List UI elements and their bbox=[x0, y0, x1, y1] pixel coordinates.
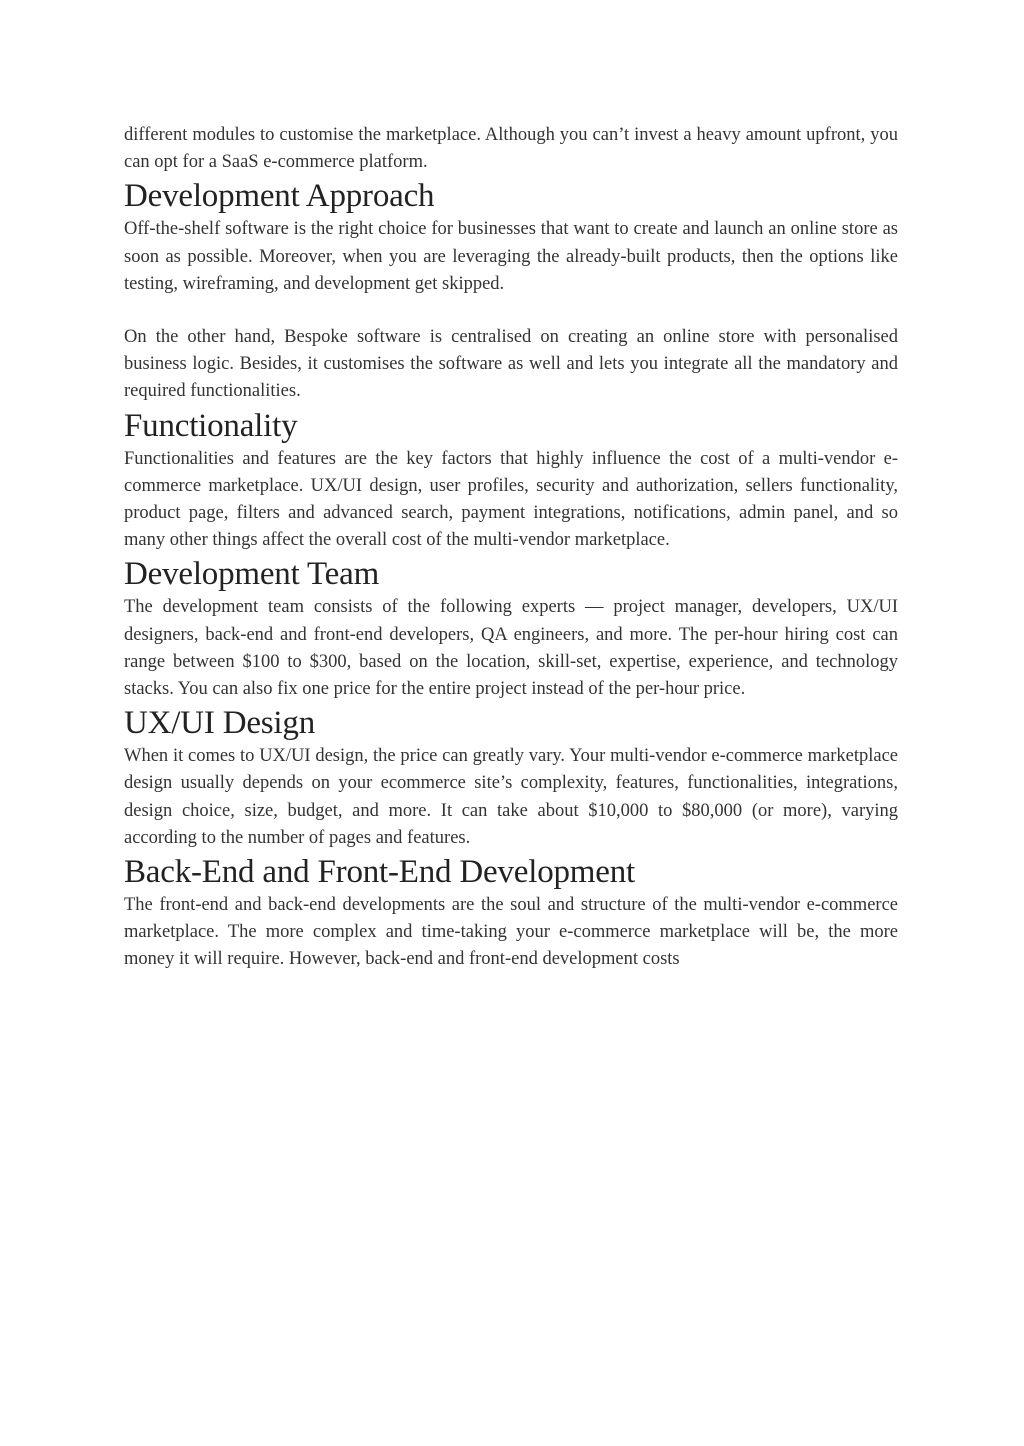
heading-functionality: Functionality bbox=[124, 407, 298, 444]
heading-ux-ui-design: UX/UI Design bbox=[124, 705, 315, 742]
paragraph-ux-ui-design: When it comes to UX/UI design, the price can greatly vary. Your multi-vendor e-commerce marketplace design usually depends on your ecommerce site’s complexity, features, functionalities, integrations, design choice, size, budget, and more. It can take about $10,000 to $80,000 (or more), varying according to the number of pages and features. bbox=[124, 746, 898, 848]
document-page bbox=[124, 122, 898, 974]
paragraph-development-approach-2: On the other hand, Bespoke software is centralised on creating an online store with personalised business logic. Besides, it customises the software as well and lets you integrate all the mandatory and required functionalities. bbox=[124, 327, 898, 402]
heading-back-end-front-end: Back-End and Front-End Development bbox=[124, 854, 635, 891]
intro-paragraph: different modules to customise the marketplace. Although you can’t invest a heavy amount upfront, you can opt for a SaaS e-commerce platform. bbox=[124, 125, 898, 173]
heading-development-approach: Development Approach bbox=[124, 178, 435, 215]
paragraph-development-approach-1: Off-the-shelf software is the right choice for businesses that want to create and launch an online store as soon as possible. Moreover, when you are leveraging the already-built products, then the options like testing, wireframing, and development get skipped. bbox=[124, 219, 898, 294]
heading-development-team: Development Team bbox=[124, 556, 380, 593]
paragraph-back-end-front-end: The front-end and back-end developments are the soul and structure of the multi-vendor e-commerce marketplace. The more complex and time-taking your e-commerce marketplace will be, the more money it will require. However, back-end and front-end development costs bbox=[124, 895, 898, 970]
paragraph-functionality: Functionalities and features are the key factors that highly influence the cost of a multi-vendor e-commerce marketplace. UX/UI design, user profiles, security and authorization, sellers functionality, product page, filters and advanced search, payment integrations, notifications, admin panel, and so many other things affect the overall cost of the multi-vendor marketplace. bbox=[124, 448, 898, 551]
paragraph-development-team: The development team consists of the following experts — project manager, developers, UX/UI designers, back-end and front-end developers, QA engineers, and more. The per-hour hiring cost can range between $100 to $300, based on the location, skill-set, expertise, experience, and technology stacks. You can also fix one price for the entire project instead of the per-hour price. bbox=[124, 597, 898, 700]
